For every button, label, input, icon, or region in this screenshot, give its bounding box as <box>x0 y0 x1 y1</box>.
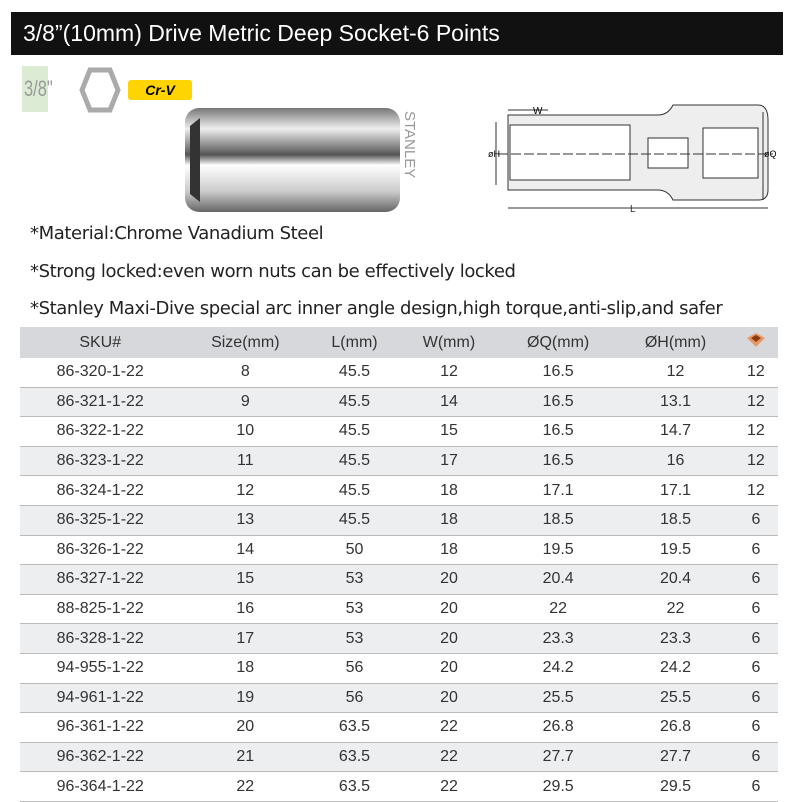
cell-outer-diameter: 18.5 <box>499 505 617 535</box>
cell-size: 8 <box>180 358 310 387</box>
table-row <box>20 387 778 417</box>
col-q: ØQ(mm) <box>499 327 617 358</box>
cell-outer-diameter: 23.3 <box>499 624 617 654</box>
cell-head-diameter: 13.1 <box>617 387 734 417</box>
table-row <box>20 358 778 387</box>
cell-length: 63.5 <box>310 713 399 743</box>
box-icon <box>745 331 767 349</box>
svg-text:W: W <box>533 106 543 117</box>
cell-pack-qty: 12 <box>734 417 778 447</box>
cell-size: 14 <box>180 535 310 565</box>
cell-length: 45.5 <box>310 476 399 506</box>
cell-length: 53 <box>310 624 399 654</box>
table-row <box>20 565 778 595</box>
cell-outer-diameter: 26.8 <box>499 713 617 743</box>
cell-size: 10 <box>180 417 310 447</box>
cell-width: 18 <box>399 476 499 506</box>
cell-sku: 96-362-1-22 <box>20 742 180 772</box>
cell-sku: 86-322-1-22 <box>20 417 180 447</box>
cell-width: 18 <box>399 505 499 535</box>
cell-length: 50 <box>310 535 399 565</box>
cell-width: 12 <box>399 358 499 387</box>
cell-head-diameter: 25.5 <box>617 683 734 713</box>
cell-size: 9 <box>180 387 310 417</box>
cell-pack-qty: 6 <box>734 713 778 743</box>
svg-text:øQ: øQ <box>764 149 777 159</box>
cell-head-diameter: 19.5 <box>617 535 734 565</box>
cell-pack-qty: 6 <box>734 683 778 713</box>
table-row <box>20 476 778 506</box>
cell-width: 20 <box>399 624 499 654</box>
table-row <box>20 505 778 535</box>
cell-length: 45.5 <box>310 505 399 535</box>
cell-sku: 86-327-1-22 <box>20 565 180 595</box>
cell-length: 56 <box>310 653 399 683</box>
cell-outer-diameter: 24.2 <box>499 653 617 683</box>
cell-sku: 96-364-1-22 <box>20 772 180 802</box>
cell-sku: 86-325-1-22 <box>20 505 180 535</box>
cell-pack-qty: 6 <box>734 535 778 565</box>
spec-table <box>20 327 778 802</box>
table-row <box>20 535 778 565</box>
cell-length: 45.5 <box>310 446 399 476</box>
cell-head-diameter: 24.2 <box>617 653 734 683</box>
hexagon-icon <box>80 66 120 114</box>
col-size: Size(mm) <box>180 327 310 358</box>
cell-pack-qty: 12 <box>734 358 778 387</box>
table-row <box>20 624 778 654</box>
cell-width: 22 <box>399 713 499 743</box>
cell-size: 17 <box>180 624 310 654</box>
cell-head-diameter: 16 <box>617 446 734 476</box>
cell-head-diameter: 26.8 <box>617 713 734 743</box>
cell-outer-diameter: 29.5 <box>499 772 617 802</box>
cell-size: 22 <box>180 772 310 802</box>
col-l: L(mm) <box>310 327 399 358</box>
cell-pack-qty: 6 <box>734 772 778 802</box>
cell-width: 20 <box>399 594 499 624</box>
cell-width: 20 <box>399 653 499 683</box>
table-row <box>20 772 778 802</box>
cell-sku: 86-324-1-22 <box>20 476 180 506</box>
feature-material: *Material:Chrome Vanadium Steel <box>30 223 324 244</box>
col-pack <box>734 327 778 358</box>
cell-width: 20 <box>399 683 499 713</box>
drive-size-badge: 3/8" <box>22 66 48 112</box>
cell-length: 63.5 <box>310 772 399 802</box>
cell-pack-qty: 6 <box>734 594 778 624</box>
svg-text:L: L <box>630 204 636 215</box>
cell-sku: 94-955-1-22 <box>20 653 180 683</box>
cell-pack-qty: 6 <box>734 505 778 535</box>
feature-locking: *Strong locked:even worn nuts can be effectively locked <box>30 261 516 282</box>
cell-head-diameter: 17.1 <box>617 476 734 506</box>
cell-pack-qty: 12 <box>734 387 778 417</box>
cell-pack-qty: 12 <box>734 446 778 476</box>
cell-sku: 86-326-1-22 <box>20 535 180 565</box>
col-sku: SKU# <box>20 327 180 358</box>
cell-outer-diameter: 16.5 <box>499 387 617 417</box>
material-badge: Cr-V <box>128 80 192 100</box>
cell-outer-diameter: 27.7 <box>499 742 617 772</box>
cell-outer-diameter: 20.4 <box>499 565 617 595</box>
table-row <box>20 713 778 743</box>
cell-size: 11 <box>180 446 310 476</box>
cell-sku: 86-320-1-22 <box>20 358 180 387</box>
cell-outer-diameter: 16.5 <box>499 358 617 387</box>
cell-pack-qty: 6 <box>734 653 778 683</box>
cell-size: 20 <box>180 713 310 743</box>
table-row <box>20 446 778 476</box>
cell-pack-qty: 6 <box>734 742 778 772</box>
cell-width: 14 <box>399 387 499 417</box>
table-row <box>20 417 778 447</box>
feature-design: *Stanley Maxi-Dive special arc inner angle design,high torque,anti-slip,and safer <box>30 298 723 319</box>
table-header <box>20 327 778 358</box>
cell-head-diameter: 18.5 <box>617 505 734 535</box>
cell-width: 15 <box>399 417 499 447</box>
svg-text:STANLEY: STANLEY <box>401 111 418 179</box>
cell-outer-diameter: 17.1 <box>499 476 617 506</box>
table-row <box>20 653 778 683</box>
cell-sku: 96-361-1-22 <box>20 713 180 743</box>
cell-outer-diameter: 16.5 <box>499 446 617 476</box>
cell-outer-diameter: 19.5 <box>499 535 617 565</box>
table-row <box>20 594 778 624</box>
cell-length: 53 <box>310 594 399 624</box>
cell-length: 53 <box>310 565 399 595</box>
socket-image <box>180 106 418 216</box>
page-title: 3/8”(10mm) Drive Metric Deep Socket-6 Points <box>11 12 783 55</box>
cell-size: 13 <box>180 505 310 535</box>
cell-sku: 88-825-1-22 <box>20 594 180 624</box>
cell-head-diameter: 20.4 <box>617 565 734 595</box>
cell-head-diameter: 12 <box>617 358 734 387</box>
col-h: ØH(mm) <box>617 327 734 358</box>
cell-outer-diameter: 16.5 <box>499 417 617 447</box>
cell-pack-qty: 6 <box>734 565 778 595</box>
cell-width: 22 <box>399 742 499 772</box>
cell-width: 17 <box>399 446 499 476</box>
cell-sku: 94-961-1-22 <box>20 683 180 713</box>
cell-head-diameter: 27.7 <box>617 742 734 772</box>
cell-length: 45.5 <box>310 387 399 417</box>
table-row <box>20 683 778 713</box>
dimension-diagram <box>488 100 783 220</box>
cell-width: 20 <box>399 565 499 595</box>
cell-sku: 86-328-1-22 <box>20 624 180 654</box>
cell-head-diameter: 23.3 <box>617 624 734 654</box>
cell-outer-diameter: 22 <box>499 594 617 624</box>
cell-size: 15 <box>180 565 310 595</box>
cell-outer-diameter: 25.5 <box>499 683 617 713</box>
cell-length: 45.5 <box>310 417 399 447</box>
cell-sku: 86-321-1-22 <box>20 387 180 417</box>
cell-pack-qty: 6 <box>734 624 778 654</box>
cell-pack-qty: 12 <box>734 476 778 506</box>
cell-size: 12 <box>180 476 310 506</box>
svg-text:øH: øH <box>488 149 500 159</box>
table-row <box>20 742 778 772</box>
cell-sku: 86-323-1-22 <box>20 446 180 476</box>
cell-size: 21 <box>180 742 310 772</box>
cell-size: 19 <box>180 683 310 713</box>
cell-length: 56 <box>310 683 399 713</box>
cell-size: 18 <box>180 653 310 683</box>
cell-width: 22 <box>399 772 499 802</box>
cell-head-diameter: 22 <box>617 594 734 624</box>
cell-width: 18 <box>399 535 499 565</box>
cell-head-diameter: 14.7 <box>617 417 734 447</box>
cell-length: 63.5 <box>310 742 399 772</box>
cell-head-diameter: 29.5 <box>617 772 734 802</box>
cell-size: 16 <box>180 594 310 624</box>
cell-length: 45.5 <box>310 358 399 387</box>
col-w: W(mm) <box>399 327 499 358</box>
